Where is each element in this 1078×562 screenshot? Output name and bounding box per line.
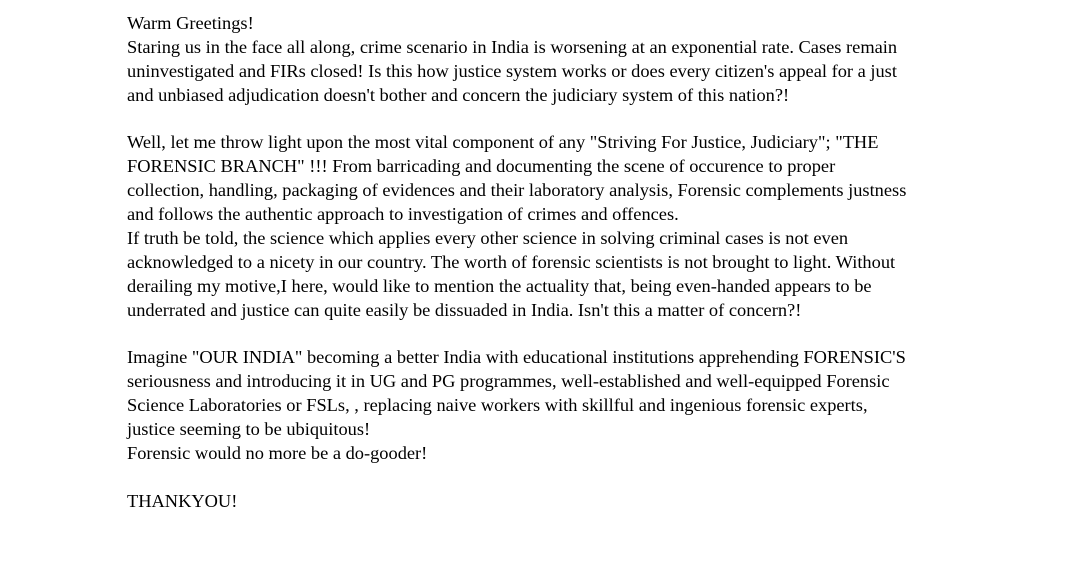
paragraph-truth-be-told [127,227,967,323]
document-body [127,12,967,514]
paragraph-line: acknowledged to a nicety in our country. The worth of forensic scientists is not brought to light. Without [127,251,896,272]
paragraph-crime-scenario [127,36,967,108]
paragraph-forensic-branch [127,131,967,227]
paragraph-line: Staring us in the face all along, crime scenario in India is worsening at an exponential rate. Cases remain [127,36,898,57]
paragraph-line: and follows the authentic approach to investigation of crimes and offences. [127,204,679,225]
paragraph-line: Well, let me throw light upon the most vital component of any "Striving For Justice, Judiciary"; "THE [127,132,879,153]
greeting: Warm Greetings! [127,13,254,33]
signoff: THANKYOU! [127,490,238,511]
paragraph-line: underrated and justice can quite easily be dissuaded in India. Isn't this a matter of concern?! [127,299,802,320]
paragraph-line: Science Laboratories or FSLs, , replacing naive workers with skillful and ingenious forensic experts, [127,395,868,416]
paragraph-line: FORENSIC BRANCH" !!! From barricading and documenting the scene of occurence to proper [127,156,836,177]
paragraph-line: If truth be told, the science which applies every other science in solving criminal cases is not even [127,228,849,249]
paragraph-line: uninvestigated and FIRs closed! Is this how justice system works or does every citizen's appeal for a just [127,60,897,81]
paragraph-spacer [127,323,967,347]
paragraph-spacer [127,466,967,490]
closing-line: Forensic would no more be a do-gooder! [127,443,428,464]
paragraph-line: and unbiased adjudication doesn't bother and concern the judiciary system of this nation?! [127,84,790,105]
paragraph-line: derailing my motive,I here, would like to mention the actuality that, being even-handed appears to be [127,275,872,296]
paragraph-line: justice seeming to be ubiquitous! [127,419,371,440]
paragraph-spacer [127,108,967,132]
paragraph-imagine-india [127,346,967,442]
paragraph-line: collection, handling, packaging of evidences and their laboratory analysis, Forensic complements justness [127,180,907,201]
paragraph-line: Imagine "OUR INDIA" becoming a better India with educational institutions apprehending FORENSIC'S [127,347,906,368]
paragraph-line: seriousness and introducing it in UG and PG programmes, well-established and well-equipped Forensic [127,371,890,392]
